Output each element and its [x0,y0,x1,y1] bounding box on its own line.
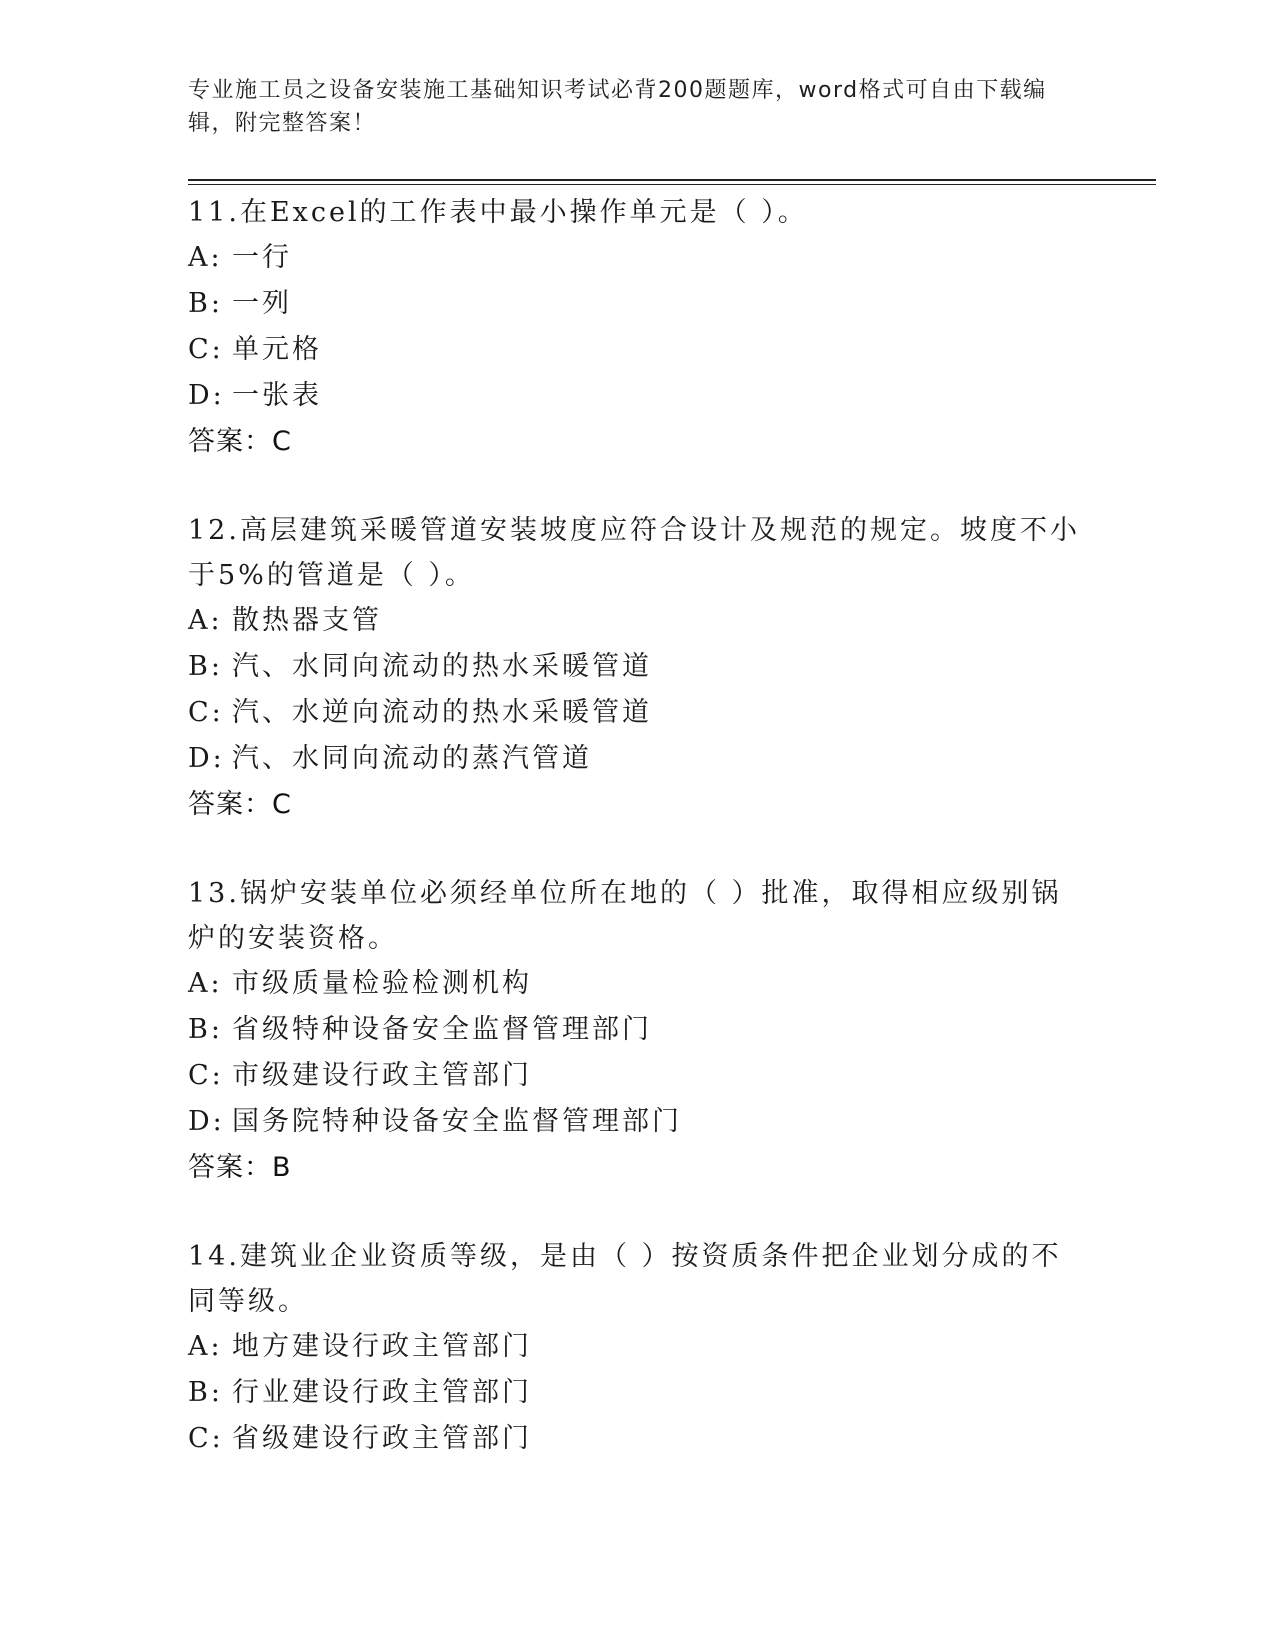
option-c [188,690,1088,736]
option-text: 省级特种设备安全监督管理部门 [232,1014,652,1045]
option-letter: C: [188,1423,224,1454]
option-text: 汽、水同向流动的蒸汽管道 [232,743,592,774]
option-letter: A: [188,968,223,999]
answer-line: 答案：C [188,426,292,457]
option-text: 地方建设行政主管部门 [232,1331,532,1362]
question-text: 13.锅炉安装单位必须经单位所在地的（ ）批准，取得相应级别锅炉的安装资格。 [188,878,1062,954]
option-text: 汽、水逆向流动的热水采暖管道 [232,697,652,728]
option-letter: D: [188,1106,225,1137]
option-c [188,327,1088,373]
option-c [188,1416,1088,1462]
option-letter: A: [188,1331,223,1362]
answer-line: 答案：B [188,1152,292,1183]
option-text: 一列 [232,288,292,319]
option-a [188,961,1088,1007]
option-a [188,235,1088,281]
option-text: 汽、水同向流动的热水采暖管道 [232,651,652,682]
option-letter: C: [188,1060,224,1091]
question-block [188,871,1088,1191]
option-letter: B: [188,288,223,319]
document-header: 专业施工员之设备安装施工基础知识考试必背200题题库，word格式可自由下载编辑，附完整答案！ [188,78,1047,136]
option-text: 省级建设行政主管部门 [232,1423,532,1454]
question-block [188,508,1088,828]
option-text: 市级质量检验检测机构 [232,968,532,999]
option-text: 国务院特种设备安全监督管理部门 [232,1106,682,1137]
option-text: 散热器支管 [232,605,382,636]
option-letter: A: [188,242,223,273]
option-letter: A: [188,605,223,636]
option-a [188,1324,1088,1370]
option-d [188,373,1088,419]
option-text: 单元格 [232,334,322,365]
header-rule-thick [188,179,1156,181]
option-letter: C: [188,334,224,365]
option-b [188,281,1088,327]
question-block [188,190,1088,465]
question-text: 14.建筑业企业资质等级，是由（ ）按资质条件把企业划分成的不同等级。 [188,1241,1062,1317]
option-text: 行业建设行政主管部门 [232,1377,532,1408]
option-letter: B: [188,1014,223,1045]
option-letter: D: [188,743,225,774]
question-text: 11.在Excel的工作表中最小操作单元是（ ）。 [188,197,808,228]
option-letter: D: [188,380,225,411]
option-a [188,598,1088,644]
option-text: 市级建设行政主管部门 [232,1060,532,1091]
option-letter: B: [188,651,223,682]
option-letter: B: [188,1377,223,1408]
question-text: 12.高层建筑采暖管道安装坡度应符合设计及规范的规定。坡度不小于5%的管道是（ ）。 [188,515,1080,591]
option-c [188,1053,1088,1099]
option-text: 一张表 [232,380,322,411]
option-b [188,1370,1088,1416]
option-d [188,1099,1088,1145]
option-b [188,644,1088,690]
option-letter: C: [188,697,224,728]
option-d [188,736,1088,782]
header-rule-thin [188,184,1156,185]
question-block [188,1234,1088,1462]
option-text: 一行 [232,242,292,273]
option-b [188,1007,1088,1053]
answer-line: 答案：C [188,789,292,820]
